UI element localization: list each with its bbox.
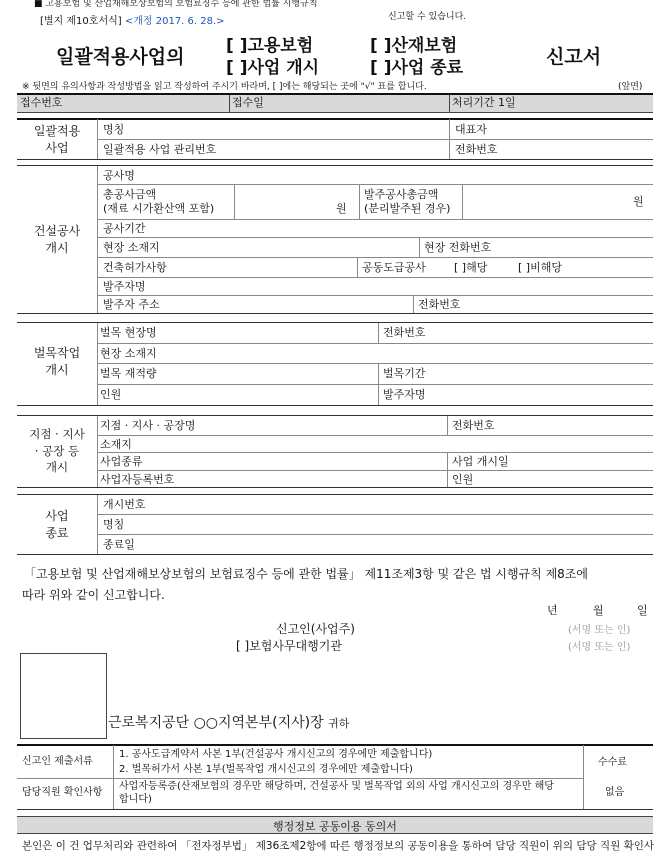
branch-section-label: 지점 · 지사 · 공장 등 개시 [29,427,85,475]
declaration-line1: 「고용보험 및 산업재해보상보험의 보험료징수 등에 관한 법률」 제11조제3항 및 같은 법 시행규칙 제8조에 [24,567,588,581]
processing-period: 처리기간 1일 [452,96,516,109]
title-option-start[interactable]: [ ]사업 개시 [226,58,320,78]
receipt-date-label: 접수일 [232,96,264,109]
logging-section-label: 벌목작업 개시 [33,346,81,378]
receipt-number-label: 접수번호 [20,96,63,109]
bulk-ceo-label: 대표자 [455,123,487,136]
construction-period-label: 공사기간 [103,222,146,235]
sharing-text: 본인은 이 건 업무처리와 관련하여 「전자정부법」 제36조제2항에 따른 행정정보의 공동이용을 통하여 담당 직원이 위의 담당 직원 확인사 [22,840,655,852]
sharing-title: 행정정보 공동이용 동의서 [273,820,397,833]
fee-label: 수수료 [598,757,627,768]
total-amount-note: (재료 시가환산액 포함) [103,202,215,215]
branch-workers-label: 인원 [452,473,474,486]
client-amount-unit: 원 [633,195,644,208]
permit-label: 건축허가사항 [103,261,167,274]
stamp-box [20,653,107,739]
branch-phone-label: 전화번호 [452,419,495,432]
total-amount-unit: 원 [336,202,347,215]
client-amount-label: 발주공사총금액 [364,188,439,201]
date-year-label: 년 [547,604,558,617]
title-option-employment[interactable]: [ ]고용보험 [226,36,314,56]
title-option-industrial[interactable]: [ ]산재보험 [370,36,458,56]
fee-value: 없음 [605,787,625,798]
logging-workers-label: 인원 [100,388,122,401]
agency-signature[interactable]: (서명 또는 인) [568,642,631,653]
regulation-header: ■ 고용보험 및 산업재해보상보험의 보험료징수 등에 관한 법률 시행규칙 [34,0,318,9]
page-side: (앞면) [618,82,643,92]
logging-phone-label: 전화번호 [383,326,426,339]
agency-checkbox[interactable]: [ ]보험사무대행기관 [236,639,342,653]
revision-date: <개정 2017. 6. 28.> [124,16,225,27]
logging-client-label: 발주자명 [383,388,426,401]
branch-name-label: 지점 · 지사 · 공장명 [100,419,196,432]
joint-not-applicable-checkbox[interactable]: [ ]비해당 [518,261,562,274]
start-number-label: 개시번호 [103,498,146,511]
branch-location-label: 소재지 [100,438,132,451]
end-date-label: 종료일 [103,538,135,551]
site-location-label: 현장 소재지 [103,241,160,254]
date-day-label: 일 [637,604,648,617]
title-left: 일괄적용사업의 [56,46,185,68]
title-option-end[interactable]: [ ]사업 종료 [370,58,464,78]
logging-period-label: 벌목기간 [383,367,426,380]
submit-doc-item2: 2. 벌목허가서 사본 1부(벌목작업 개시신고의 경우에만 제출합니다) [119,764,413,775]
addressee-suffix: 귀하 [328,717,350,730]
reporter-signature[interactable]: (서명 또는 인) [568,625,631,636]
client-name-label: 발주자명 [103,280,146,293]
form-number: [별지 제10호서식] <개정 2017. 6. 28.> [40,16,225,27]
termination-section-label: 사업 종료 [45,509,69,541]
staff-check-line1: 사업자등록증(산재보험의 경우만 해당하며, 건설공사 및 벌목작업 외의 사업 개시신고의 경우만 해당 [119,781,554,792]
site-phone-label: 현장 전화번호 [424,241,492,254]
project-name-label: 공사명 [103,169,135,182]
client-address-label: 발주자 주소 [103,298,160,311]
bulk-phone-label: 전화번호 [455,143,498,156]
logging-volume-label: 벌목 재적량 [100,367,157,380]
submit-doc-item1: 1. 공사도급계약서 사본 1부(건설공사 개시신고의 경우에만 제출합니다) [119,749,433,760]
termination-name-label: 명칭 [103,518,125,531]
bulk-name-label: 명칭 [103,123,125,136]
bulk-section-label: 일괄적용 사업 [33,124,81,156]
submit-docs-label: 신고인 제출서류 [22,756,93,767]
addressee: 근로복지공단 ○○지역본부(지사)장 귀하 [108,715,350,731]
logging-site-location-label: 현장 소재지 [100,347,157,360]
construction-section-label: 건설공사 개시 [33,224,81,256]
logging-site-name-label: 벌목 현장명 [100,326,157,339]
title-right: 신고서 [546,46,602,68]
instructions-notice: ※ 뒷면의 유의사항과 작성방법을 읽고 작성하여 주시기 바라며, [ ]에는 해당되는 곳에 "√" 표를 합니다. [22,82,427,92]
branch-start-date-label: 사업 개시일 [452,455,509,468]
online-note: 신고할 수 있습니다. [388,12,467,22]
joint-contract-label: 공동도급공사 [362,261,426,274]
staff-check-line2: 합니다) [119,794,152,805]
receipt-row [17,93,653,113]
branch-business-type-label: 사업종류 [100,455,143,468]
date-month-label: 월 [593,604,604,617]
bulk-mgmt-number-label: 일괄적용 사업 관리번호 [103,143,217,156]
declaration-line2: 따라 위와 같이 신고합니다. [22,588,165,602]
joint-applicable-checkbox[interactable]: [ ]해당 [454,261,488,274]
client-phone-label: 전화번호 [418,298,461,311]
client-amount-note: (분리발주된 경우) [364,202,451,215]
staff-check-label: 담당직원 확인사항 [22,787,103,798]
reporter-label: 신고인(사업주) [276,622,355,636]
total-amount-label: 총공사금액 [103,188,157,201]
branch-reg-number-label: 사업자등록번호 [100,473,175,486]
